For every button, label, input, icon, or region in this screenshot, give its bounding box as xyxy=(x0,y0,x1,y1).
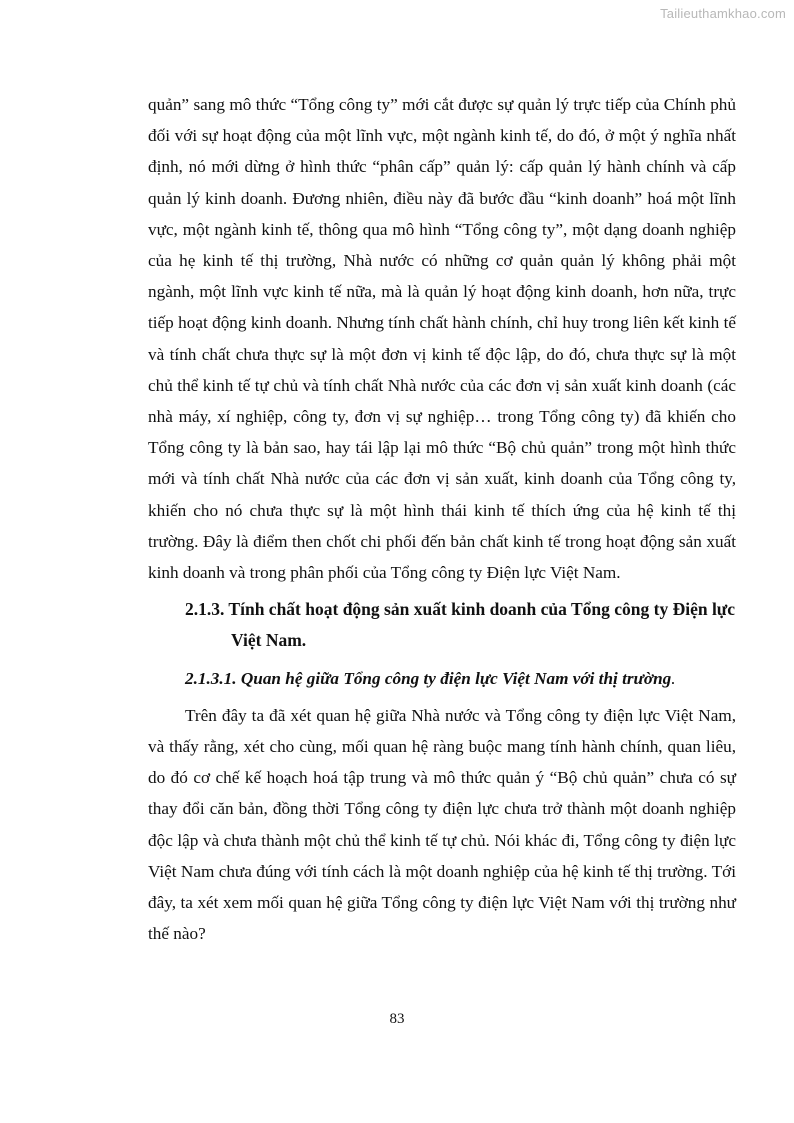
section-heading: 2.1.3. Tính chất hoạt động sản xuất kinh doanh của Tổng công ty Điện lực Việt Nam. xyxy=(185,599,736,651)
body-paragraph-2: Trên đây ta đã xét quan hệ giữa Nhà nước và Tổng công ty điện lực Việt Nam, và thấy rằng, xét cho cùng, mối quan hệ ràng buộc mang tính hành chính, quan liêu, do đó cơ chế kế hoạch hoá tập trung và mô thức quản ý “Bộ chủ quản” chưa có sự thay đổi căn bản, đồng thời Tổng công ty điện lực chưa trở thành một doanh nghiệp độc lập và chưa thành một chủ thể kinh tế tự chủ. Nói khác đi, Tổng công ty điện lực Việt Nam chưa đúng với tính cách là một doanh nghiệp của hệ kinh tế thị trường. Tới đây, ta xét xem mối quan hệ giữa Tổng công ty điện lực Việt Nam với thị trường như thế nào? xyxy=(148,705,736,944)
subsection-heading xyxy=(185,663,736,694)
document-body xyxy=(148,89,736,949)
subsection-heading-text: 2.1.3.1. Quan hệ giữa Tổng công ty điện lực Việt Nam với thị trường xyxy=(185,668,672,688)
body-paragraph-1: quản” sang mô thức “Tổng công ty” mới cắt được sự quản lý trực tiếp của Chính phủ đối với sự hoạt động của một lĩnh vực, một ngành kinh tế, do đó, ở một ý nghĩa nhất định, nó mới dừng ở hình thức “phân cấp” quản lý: cấp quản lý hành chính và cấp quản lý kinh doanh. Đương nhiên, điều này đã bước đầu “kinh doanh” hoá một lĩnh vực, một ngành kinh tế, thông qua mô hình “Tổng công ty”, một dạng doanh nghiệp của hẹ kinh tế thị trường, Nhà nước có những cơ quản quản lý không phải một ngành, một lĩnh vực kinh tế nữa, mà là quản lý hoạt động kinh doanh, hơn nữa, trực tiếp hoạt động kinh doanh. Nhưng tính chất hành chính, chỉ huy trong liên kết kinh tế và tính chất chưa thực sự là một đơn vị kinh tế độc lập, do đó, chưa thực sự là một chủ thể kinh tế tự chủ và tính chất Nhà nước của các đơn vị sản xuất kinh doanh (các nhà máy, xí nghiệp, công ty, đơn vị sự nghiệp… trong Tổng công ty) đã khiến cho Tổng công ty là bản sao, hay tái lập lại mô thức “Bộ chủ quản” trong một hình thức mới và tính chất Nhà nước của các đơn vị sản xuất, kinh doanh của Tổng công ty, khiến cho nó chưa thực sự là một hình thái kinh tế thích ứng của hệ kinh tế thị trường. Đây là điểm then chốt chi phối đến bản chất kinh tế trong hoạt động sản xuất kinh doanh và trong phân phối của Tổng công ty Điện lực Việt Nam. xyxy=(148,95,736,583)
page-number: 83 xyxy=(389,1011,405,1027)
subsection-heading-period: . xyxy=(671,668,676,688)
watermark-text: Tailieuthamkhao.com xyxy=(660,6,786,21)
